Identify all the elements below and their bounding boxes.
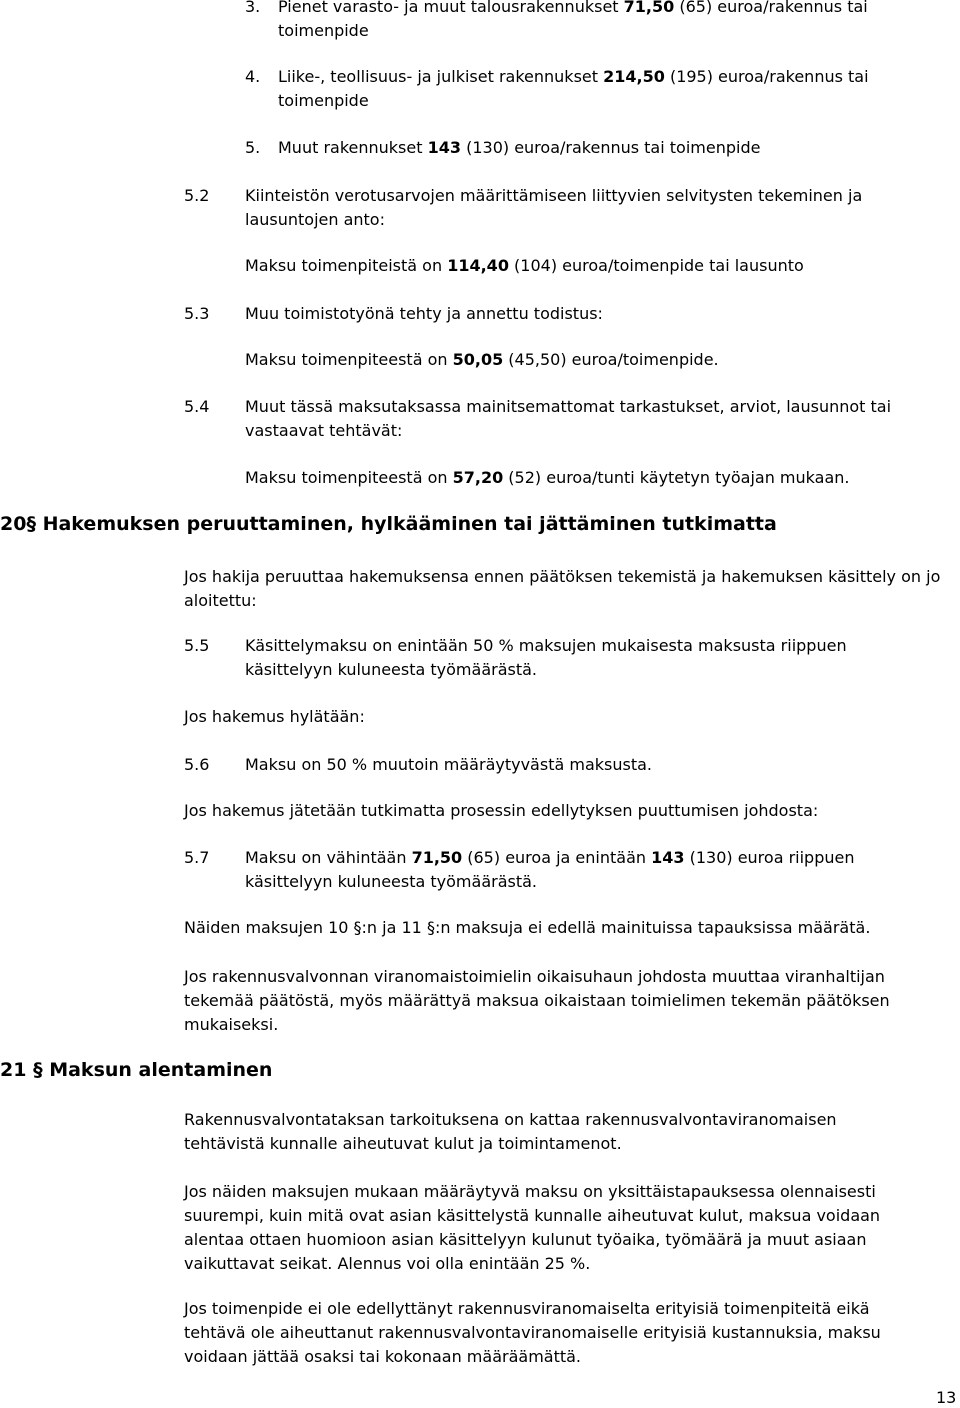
item-number-5-3: 5.3 [184, 304, 210, 323]
item-5-5-line2: käsittelyyn kuluneesta työmäärästä. [245, 660, 538, 679]
item-5-2-fee: Maksu toimenpiteistä on 114,40 (104) euroa/toimenpide tai lausunto [245, 256, 804, 275]
list-item-3-line1: Pienet varasto- ja muut talousrakennukset 71,50 (65) euroa/rakennus tai [278, 0, 868, 16]
section-sign-icon: § [26, 513, 36, 535]
paragraph-erityisia: Jos toimenpide ei ole edellyttänyt rakennusviranomaiselta erityisiä toimenpiteitä eikä tehtävä ole aiheuttanut rakennusvalvontaviranomaiselle erityisiä kustannuksia, maksu voidaan jättää osaksi tai kokonaan määräämättä. [184, 1299, 881, 1366]
list-number-3: 3. [245, 0, 261, 16]
item-number-5-5: 5.5 [184, 636, 210, 655]
item-5-5-line1: Käsittelymaksu on enintään 50 % maksujen mukaisesta maksusta riippuen [245, 636, 847, 655]
item-5-2-line2: lausuntojen anto: [245, 210, 385, 229]
item-5-7-line2: käsittelyyn kuluneesta työmäärästä. [245, 872, 538, 891]
paragraph-hylataan: Jos hakemus hylätään: [184, 707, 365, 726]
section-sign-icon: § [33, 1059, 43, 1081]
item-5-4-line2: vastaavat tehtävät: [245, 421, 403, 440]
paragraph-tarkoitus: Rakennusvalvontataksan tarkoituksena on kattaa rakennusvalvontaviranomaisen tehtävistä kunnalle aiheutuvat kulut ja toimintamenot. [184, 1110, 837, 1153]
item-number-5-6: 5.6 [184, 755, 210, 774]
item-5-4-fee: Maksu toimenpiteestä on 57,20 (52) euroa/tunti käytetyn työajan mukaan. [245, 468, 850, 487]
page-number: 13 [936, 1388, 957, 1407]
item-5-7-line1: Maksu on vähintään 71,50 (65) euroa ja enintään 143 (130) euroa riippuen [245, 848, 855, 867]
list-item-5-line1: Muut rakennukset 143 (130) euroa/rakennus tai toimenpide [278, 138, 761, 157]
item-5-3-fee: Maksu toimenpiteestä on 50,05 (45,50) euroa/toimenpide. [245, 350, 719, 369]
list-item-4-line1: Liike-, teollisuus- ja julkiset rakennukset 214,50 (195) euroa/rakennus tai [278, 67, 869, 86]
list-number-5: 5. [245, 138, 261, 157]
item-5-3-line1: Muu toimistotyönä tehty ja annettu todistus: [245, 304, 603, 323]
list-item-3-line2: toimenpide [278, 21, 369, 40]
paragraph-naiden: Näiden maksujen 10 §:n ja 11 §:n maksuja ei edellä mainituissa tapauksissa määrätä. [184, 918, 871, 937]
section-20-heading: 20§ Hakemuksen peruuttaminen, hylkääminen tai jättäminen tutkimatta [0, 513, 777, 535]
item-5-6-line1: Maksu on 50 % muutoin määräytyvästä maksusta. [245, 755, 652, 774]
section-21-heading: 21 § Maksun alentaminen [0, 1059, 273, 1081]
paragraph-oikaisu: Jos rakennusvalvonnan viranomaistoimielin oikaisuhaun johdosta muuttaa viranhaltijan tekemää päätöstä, myös määrättyä maksua oikaistaan toimielimen tekemän päätöksen mukaiseksi. [184, 967, 890, 1034]
paragraph-peruuttaa: Jos hakija peruuttaa hakemuksensa ennen päätöksen tekemistä ja hakemuksen käsittely on jo aloitettu: [184, 567, 941, 610]
paragraph-alennus: Jos näiden maksujen mukaan määräytyvä maksu on yksittäistapauksessa olennaisesti suurempi, kuin mitä ovat asian käsittelystä kunnalle aiheutuvat kulut, maksua voidaan alentaa ottaen huomioon asian käsittelyyn kulunut työaika, työmäärä ja muut asiaan vaikuttavat seikat. Alennus voi olla enintään 25 %. [184, 1182, 881, 1273]
item-5-4-line1: Muut tässä maksutaksassa mainitsemattomat tarkastukset, arviot, lausunnot tai [245, 397, 892, 416]
item-number-5-2: 5.2 [184, 186, 210, 205]
item-number-5-7: 5.7 [184, 848, 210, 867]
item-5-2-line1: Kiinteistön verotusarvojen määrittämiseen liittyvien selvitysten tekeminen ja [245, 186, 863, 205]
paragraph-tutkimatta: Jos hakemus jätetään tutkimatta prosessin edellytyksen puuttumisen johdosta: [184, 801, 819, 820]
item-number-5-4: 5.4 [184, 397, 210, 416]
list-item-4-line2: toimenpide [278, 91, 369, 110]
list-number-4: 4. [245, 67, 261, 86]
